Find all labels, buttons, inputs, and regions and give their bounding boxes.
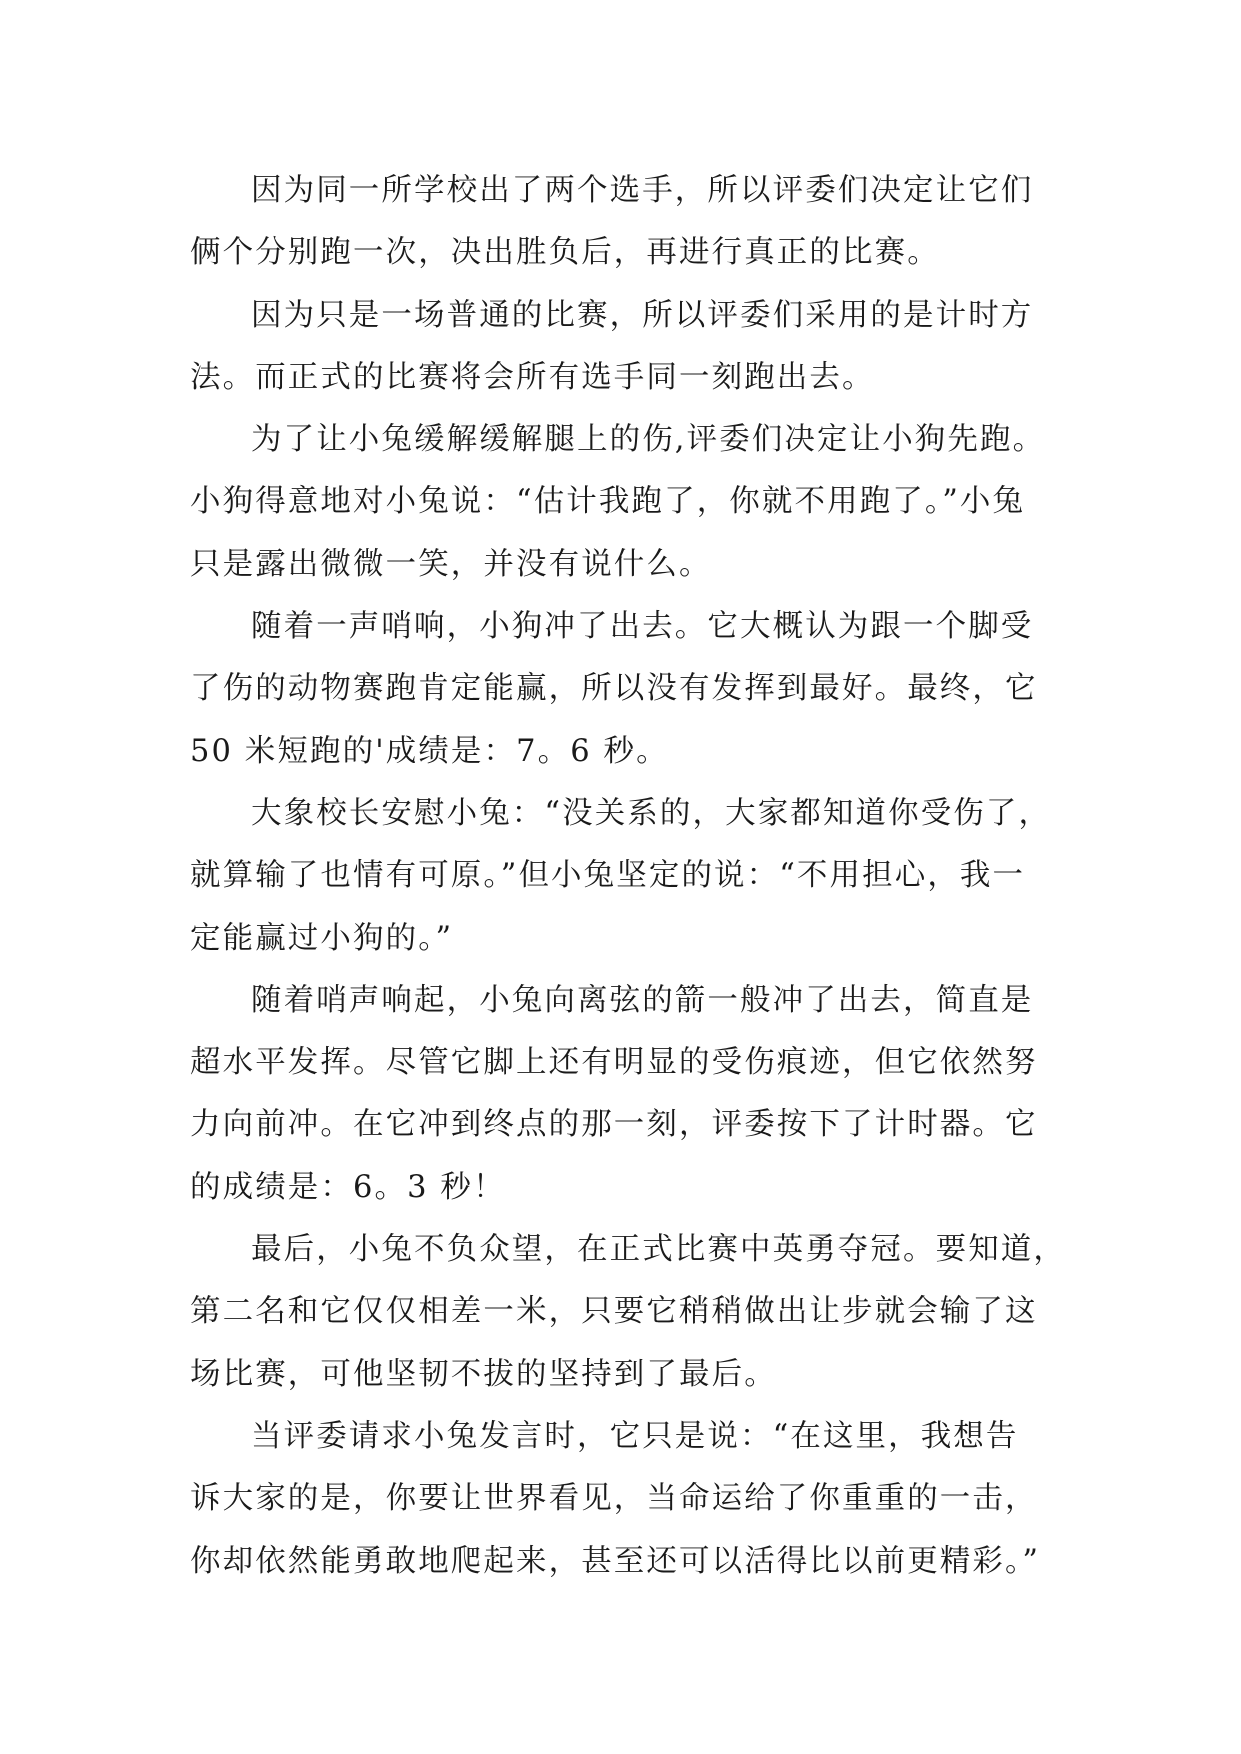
paragraph: 当评委请求小兔发言时，它只是说：“在这里，我想告 诉大家的是，你要让世界看见，当命运给了你重重的一击， 你却依然能勇敢地爬起来，甚至还可以活得比以前更精彩。” [190,1418,1041,1579]
paragraph: 大象校长安慰小兔：“没关系的，大家都知道你受伤了， 就算输了也情有可原。”但小兔坚定的说：“不用担心，我一 定能赢过小狗的。” [190,795,1052,956]
paragraph: 随着哨声响起，小兔向离弦的箭一般冲了出去，简直是 超水平发挥。尽管它脚上还有明显的受伤痕迹，但它依然努 力向前冲。在它冲到终点的那一刻，评委按下了计时器。它 的成绩是：6。3 秒！ [190,982,1038,1205]
paragraph: 为了让小兔缓解缓解腿上的伤,评委们决定让小狗先跑。 小狗得意地对小兔说：“估计我跑了，你就不用跑了。”小兔 只是露出微微一笑，并没有说什么。 [190,422,1046,582]
body-text [190,160,1070,1593]
paragraph: 因为只是一场普通的比赛，所以评委们采用的是计时方 法。而正式的比赛将会所有选手同一刻跑出去。 [190,297,1034,395]
paragraph: 随着一声哨响，小狗冲了出去。它大概认为跟一个脚受 了伤的动物赛跑肯定能赢，所以没有发挥到最好。最终，它 50 米短跑的'成绩是：7。6 秒。 [190,609,1038,769]
paragraph: 最后，小兔不负众望，在正式比赛中英勇夺冠。要知道， 第二名和它仅仅相差一米，只要它稍稍做出让步就会输了这 场比赛，可他坚韧不拔的坚持到了最后。 [190,1232,1066,1392]
paragraph: 因为同一所学校出了两个选手，所以评委们决定让它们 俩个分别跑一次，决出胜负后，再进行真正的比赛。 [190,173,1034,271]
